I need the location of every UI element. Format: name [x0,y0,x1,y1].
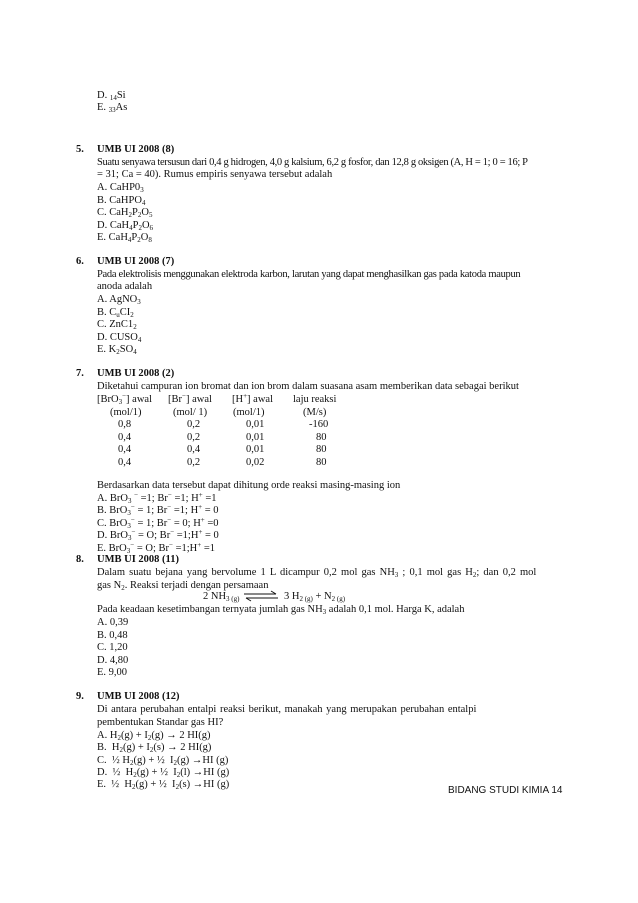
table-header: laju reaksi [293,394,337,405]
question-stem: = 31; Ca = 40). Rumus empiris senyawa tersebut adalah [97,169,333,180]
table-cell: 80 [316,457,327,468]
table-cell: 80 [316,432,327,443]
table-cell: 80 [316,444,327,455]
table-header: [Br−] awal [168,392,212,405]
option-e: E. $_{33}$As [97,102,128,114]
question-title: UMB UI 2008 (8) [97,144,175,155]
table-cell: 0,4 [118,457,132,468]
option-c: C. ½ $H_2(g)$ + ½ $I_2(g) \to HI$ (g) [97,755,229,767]
option-e: E. 9,00 [97,667,128,678]
option-e: E. $CaH_4P_2O_8$ [97,232,152,244]
table-cell: 0,01 [246,444,265,455]
page-footer: BIDANG STUDI KIMIA 14 [448,785,563,796]
option-d: D. $CUSO_4$ [97,332,142,344]
table-cell: 0,01 [246,419,265,430]
option-b: B. 0,48 [97,630,128,641]
option-b: B. $H_2(g) + I_2(s) \to 2$ HI(g) [97,742,212,754]
question-stem: gas $N_2$. Reaksi terjadi dengan persamaan [97,580,269,592]
option-d: D. 4,80 [97,655,129,666]
option-e: E. BrO$_3$− = O; Br− =1;H+ =1 [97,541,216,555]
option-c: C. $CaH_2P_2O_5$ [97,207,153,219]
option-a: A. 0,39 [97,617,129,628]
question-title: UMB UI 2008 (11) [97,554,179,565]
table-cell: -160 [309,419,329,430]
option-e: E. ½ $H_2(g)$ + ½ $I_2(s) \to HI$ (g) [97,779,230,791]
table-unit: (mol/1) [233,407,265,418]
option-d: D. $_{14}$Si [97,90,126,102]
question-title: UMB UI 2008 (2) [97,368,175,379]
question-title: UMB UI 2008 (7) [97,256,175,267]
question-number: 9. [76,691,84,702]
question-stem: Dalam suatu bejana yang bervolume 1 L dicampur 0,2 mol gas $NH_3$ ; 0,1 mol gas $H_2$; dan 0,2 mol [97,567,537,579]
table-header: [H+] awal [232,392,273,405]
option-c: C. 1,20 [97,642,128,653]
option-d: D. ½ $H_2(g)$ + ½ $I_2(l) \to HI$ (g) [97,767,230,779]
option-e: E. $K_2SO_4$ [97,344,137,356]
question-stem: Diketahui campuran ion bromat dan ion brom dalam suasana asam memberikan data sebagai berikut [97,381,519,392]
option-c: C. $ZnC1_2$ [97,319,137,331]
question-stem: Pada keadaan kesetimbangan ternyata jumlah gas $NH_3$ adalah 0,1 mol. Harga K, adalah [97,604,465,616]
question-stem: anoda adalah [97,281,153,292]
equilibrium-equation: 2 $NH_{3 (g)}$ [203,591,240,603]
question-stem: Suatu senyawa tersusun dari 0,4 g hidrogen, 4,0 g kalsium, 6,2 g fosfor, dan 12,8 g oksigen (A, H = 1; 0 = 16; P [97,157,528,168]
question-stem: Di antara perubahan entalpi reaksi berikut, manakah yang merupakan perubahan entalpi [97,704,477,715]
option-a: A. BrO$_3$ − =1; Br− =1; H+ =1 [97,491,217,505]
table-cell: 0,2 [187,419,201,430]
table-unit: (mol/1) [110,407,142,418]
table-header: [BrO$_3$−] awal [97,392,152,406]
question-number: 7. [76,368,84,379]
table-cell: 0,01 [246,432,265,443]
question-stem: Berdasarkan data tersebut dapat dihitung orde reaksi masing-masing ion [97,480,401,491]
option-b: B. BrO$_3$− = 1; Br− =1; H+ = 0 [97,503,219,517]
option-b: B. $C_uCI_2$ [97,307,134,319]
option-d: D. BrO$_3$− = O; Br− =1;H+ = 0 [97,528,219,542]
table-cell: 0,2 [187,432,201,443]
question-stem: pembentukan Standar gas HI? [97,717,224,728]
option-a: A. AgNO$_3$ [97,294,141,306]
table-cell: 0,4 [187,444,201,455]
question-stem: Pada elektrolisis menggunakan elektroda karbon, larutan yang dapat menghasilkan gas pada katoda maupun [97,269,521,280]
option-d: D. $CaH_4P_2O_6$ [97,220,154,232]
option-b: B. CaHPO$_4$ [97,195,146,207]
table-cell: 0,02 [246,457,265,468]
question-number: 8. [76,554,84,565]
question-title: UMB UI 2008 (12) [97,691,180,702]
question-number: 6. [76,256,84,267]
question-number: 5. [76,144,84,155]
equilibrium-products: 3 $H_{2 (g)} + N_{2 (g)}$ [284,591,346,603]
table-unit: (mol/ 1) [173,407,208,418]
table-cell: 0,4 [118,444,132,455]
table-cell: 0,4 [118,432,132,443]
table-cell: 0,8 [118,419,132,430]
table-unit: (M/s) [303,407,327,418]
equilibrium-arrow-icon [242,590,280,602]
option-a: A. $CaHP0_3$ [97,182,144,194]
option-a: A. $H_2(g) + I_2(g) \to 2$ HI(g) [97,730,211,742]
table-cell: 0,2 [187,457,201,468]
option-c: C. BrO$_3$− = 1; Br− = 0; H+ =0 [97,516,219,530]
